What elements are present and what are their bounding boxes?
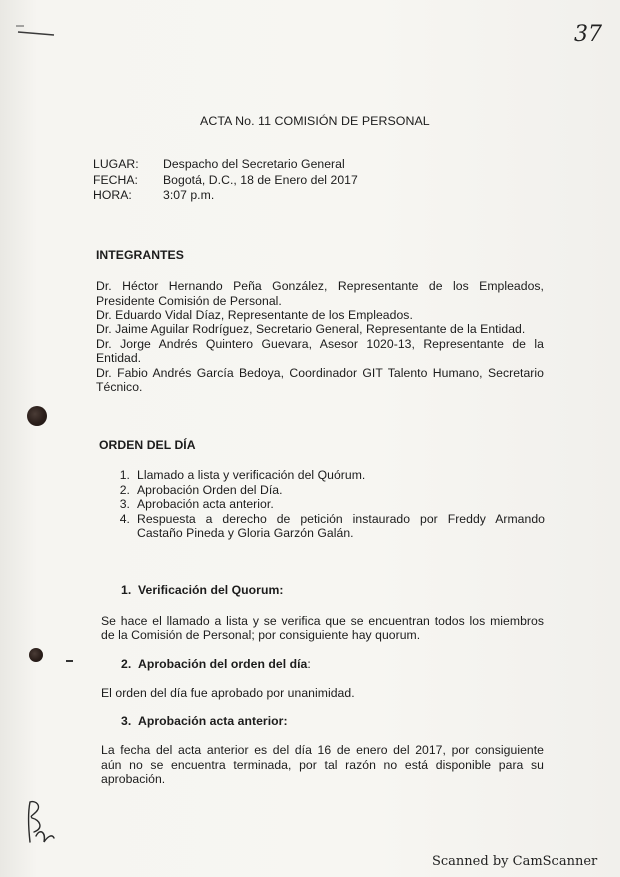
meta-value-fecha: Bogotá, D.C., 18 de Enero del 2017 (163, 173, 358, 187)
section-number: 1. (121, 583, 132, 597)
integrante-line: Entidad. (96, 351, 142, 365)
integrantes-heading: INTEGRANTES (96, 248, 184, 262)
section-heading: Verificación del Quorum: (138, 583, 284, 597)
meta-value-lugar: Despacho del Secretario General (163, 157, 345, 171)
meta-value-hora: 3:07 p.m. (163, 188, 215, 202)
meta-label-fecha: FECHA: (93, 173, 138, 187)
page-number: 37 (574, 22, 602, 47)
orden-item-text: Respuesta a derecho de petición instaurado por Freddy Armando (137, 512, 545, 526)
scanner-watermark: Scanned by CamScanner (432, 854, 598, 869)
integrante-line: Dr. Héctor Hernando Peña González, Representante de los Empleados, (96, 279, 544, 293)
section-heading (138, 657, 311, 672)
orden-item-text: Aprobación acta anterior. (137, 497, 274, 511)
integrante-line: Dr. Jaime Aguilar Rodríguez, Secretario General, Representante de la Entidad. (96, 322, 526, 336)
integrante-line: Dr. Eduardo Vidal Díaz, Representante de los Empleados. (96, 308, 413, 322)
orden-item-number: 3. (119, 497, 130, 511)
orden-item-text: Llamado a lista y verificación del Quórum. (137, 468, 366, 482)
punch-hole (27, 406, 47, 426)
section-number: 2. (121, 657, 132, 671)
orden-item-number: 4. (119, 512, 130, 526)
integrante-line: Dr. Fabio Andrés García Bedoya, Coordinador GIT Talento Humano, Secretario (96, 366, 544, 380)
section-heading-suffix: : (307, 657, 311, 671)
orden-item-number: 1. (119, 468, 130, 482)
meta-label-hora: HORA: (93, 188, 132, 202)
section-body-line: aprobación. (101, 772, 166, 786)
integrante-line: Presidente Comisión de Personal. (96, 294, 282, 308)
section-body-line: El orden del día fue aprobado por unanimidad. (101, 686, 355, 700)
document-title: ACTA No. 11 COMISIÓN DE PERSONAL (200, 114, 430, 128)
scan-mark (14, 20, 66, 40)
section-number: 3. (121, 714, 132, 728)
section-body-line: de la Comisión de Personal; por consiguiente hay quorum. (101, 628, 421, 642)
section-heading: Aprobación acta anterior: (138, 714, 288, 728)
section-body-line: La fecha del acta anterior es del día 16 de enero del 2017, por consiguiente (101, 743, 544, 757)
scan-mark (66, 660, 73, 662)
integrante-line: Técnico. (96, 380, 143, 394)
section-body-line: Se hace el llamado a lista y se verifica que se encuentran todos los miembros (101, 614, 544, 628)
section-body-line: aún no se encuentra terminada, por tal razón no está disponible para su (101, 758, 544, 772)
section-heading-text: Aprobación del orden del día (138, 657, 308, 671)
orden-item-number: 2. (119, 483, 130, 497)
signature-initials (22, 798, 56, 846)
integrante-line: Dr. Jorge Andrés Quintero Guevara, Asesor 1020-13, Representante de la (96, 337, 544, 351)
orden-heading: ORDEN DEL DÍA (99, 438, 196, 452)
meta-label-lugar: LUGAR: (93, 157, 139, 171)
orden-item-text: Aprobación Orden del Día. (137, 483, 283, 497)
orden-item-text: Castaño Pineda y Gloria Garzón Galán. (137, 526, 354, 540)
punch-hole (29, 648, 43, 662)
